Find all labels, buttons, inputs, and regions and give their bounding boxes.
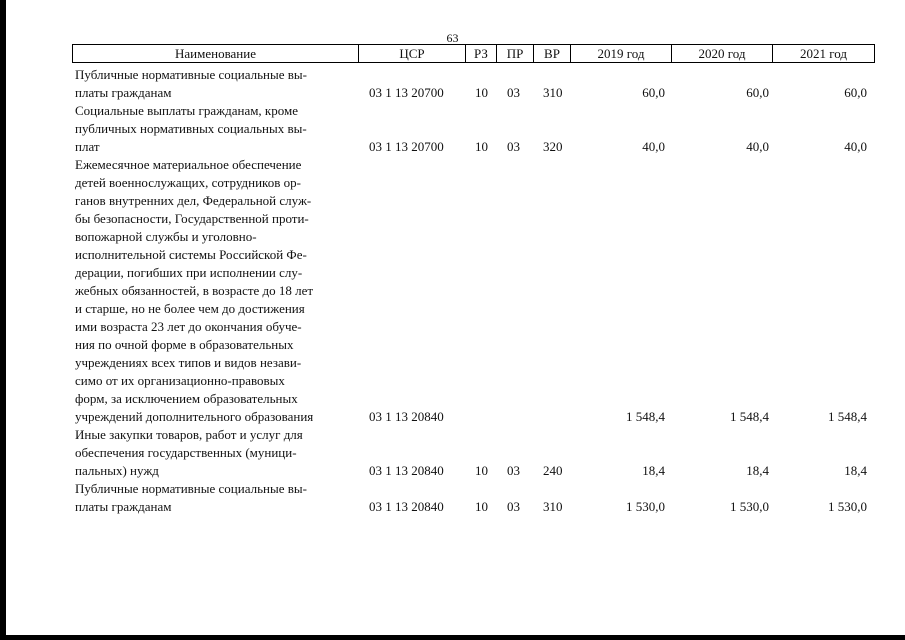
cell-pr: 03 [507, 85, 520, 100]
row-name-line: платы гражданам [75, 85, 172, 100]
row-name-line: Ежемесячное материальное обеспечение [75, 157, 302, 172]
cell-y2019: 60,0 [642, 85, 665, 100]
cell-rz: 10 [475, 85, 488, 100]
row-name-line: Публичные нормативные социальные вы- [75, 481, 307, 496]
row-name-line: учреждениях всех типов и видов незави- [75, 355, 302, 370]
table-row [73, 66, 883, 102]
row-name-line: форм, за исключением образовательных [75, 391, 298, 406]
cell-y2020: 60,0 [746, 85, 769, 100]
row-name-line: Иные закупки товаров, работ и услуг для [75, 427, 303, 442]
cell-csr: 03 1 13 20840 [369, 499, 444, 514]
row-name [73, 102, 358, 156]
cell-vr: 310 [543, 85, 563, 100]
row-name-line: вопожарной службы и уголовно- [75, 229, 257, 244]
cell-pr: 03 [507, 139, 520, 154]
row-name-line: обеспечения государственных (муници- [75, 445, 297, 460]
row-name-line: бы безопасности, Государственной проти- [75, 211, 309, 226]
cell-y2021: 18,4 [844, 463, 867, 478]
cell-y2019: 40,0 [642, 139, 665, 154]
cell-y2019: 18,4 [642, 463, 665, 478]
header-name: Наименование [73, 45, 359, 62]
cell-vr: 320 [543, 139, 563, 154]
header-2020: 2020 год [672, 45, 773, 62]
row-name-line: пальных) нужд [75, 463, 159, 478]
cell-rz: 10 [475, 463, 488, 478]
cell-y2019: 1 548,4 [626, 409, 665, 424]
cell-y2019: 1 530,0 [626, 499, 665, 514]
cell-pr: 03 [507, 499, 520, 514]
cell-y2020: 1 530,0 [730, 499, 769, 514]
row-name-line: учреждений дополнительного образования [75, 409, 314, 424]
header-csr: ЦСР [359, 45, 466, 62]
cell-y2020: 40,0 [746, 139, 769, 154]
table-row [73, 480, 883, 516]
row-name-line: ния по очной форме в образовательных [75, 337, 294, 352]
row-name-line: Публичные нормативные социальные вы- [75, 67, 307, 82]
cell-csr: 03 1 13 20700 [369, 139, 444, 154]
table-row [73, 156, 883, 426]
page-number: 63 [446, 31, 459, 45]
header-rz: РЗ [466, 45, 497, 62]
cell-pr: 03 [507, 463, 520, 478]
row-name-line: детей военнослужащих, сотрудников ор- [75, 175, 301, 190]
table-row [73, 426, 883, 480]
row-name-line: симо от их организационно-правовых [75, 373, 285, 388]
row-name-line: дерации, погибших при исполнении слу- [75, 265, 303, 280]
cell-y2021: 1 548,4 [828, 409, 867, 424]
header-2021: 2021 год [800, 46, 847, 61]
table-body [73, 66, 883, 516]
header-2019: 2019 год [571, 45, 672, 62]
row-name [73, 66, 358, 102]
cell-rz: 10 [475, 499, 488, 514]
cell-y2021: 1 530,0 [828, 499, 867, 514]
row-name [73, 480, 358, 516]
header-vr: ВР [534, 45, 571, 62]
header-pr: ПР [497, 45, 534, 62]
cell-csr: 03 1 13 20840 [369, 463, 444, 478]
row-name [73, 156, 358, 426]
row-name-line: публичных нормативных социальных вы- [75, 121, 307, 136]
row-name-line: ганов внутренних дел, Федеральной служ- [75, 193, 312, 208]
row-name [73, 426, 358, 480]
scan-bottom-border [0, 635, 905, 640]
row-name-line: и старше, но не более чем до достижения [75, 301, 305, 316]
row-name-line: жебных обязанностей, в возрасте до 18 лет [75, 283, 314, 298]
row-name-line: плат [75, 139, 100, 154]
row-name-line: Социальные выплаты гражданам, кроме [75, 103, 298, 118]
row-name-line: исполнительной системы Российской Фе- [75, 247, 307, 262]
cell-y2020: 18,4 [746, 463, 769, 478]
cell-vr: 310 [543, 499, 563, 514]
cell-y2021: 40,0 [844, 139, 867, 154]
table-header [72, 44, 875, 63]
cell-rz: 10 [475, 139, 488, 154]
row-name-line: ими возраста 23 лет до окончания обуче- [75, 319, 302, 334]
cell-vr: 240 [543, 463, 563, 478]
cell-y2021: 60,0 [844, 85, 867, 100]
cell-y2020: 1 548,4 [730, 409, 769, 424]
cell-csr: 03 1 13 20700 [369, 85, 444, 100]
scan-left-border [0, 0, 6, 640]
cell-csr: 03 1 13 20840 [369, 409, 444, 424]
row-name-line: платы гражданам [75, 499, 172, 514]
table-row [73, 102, 883, 156]
